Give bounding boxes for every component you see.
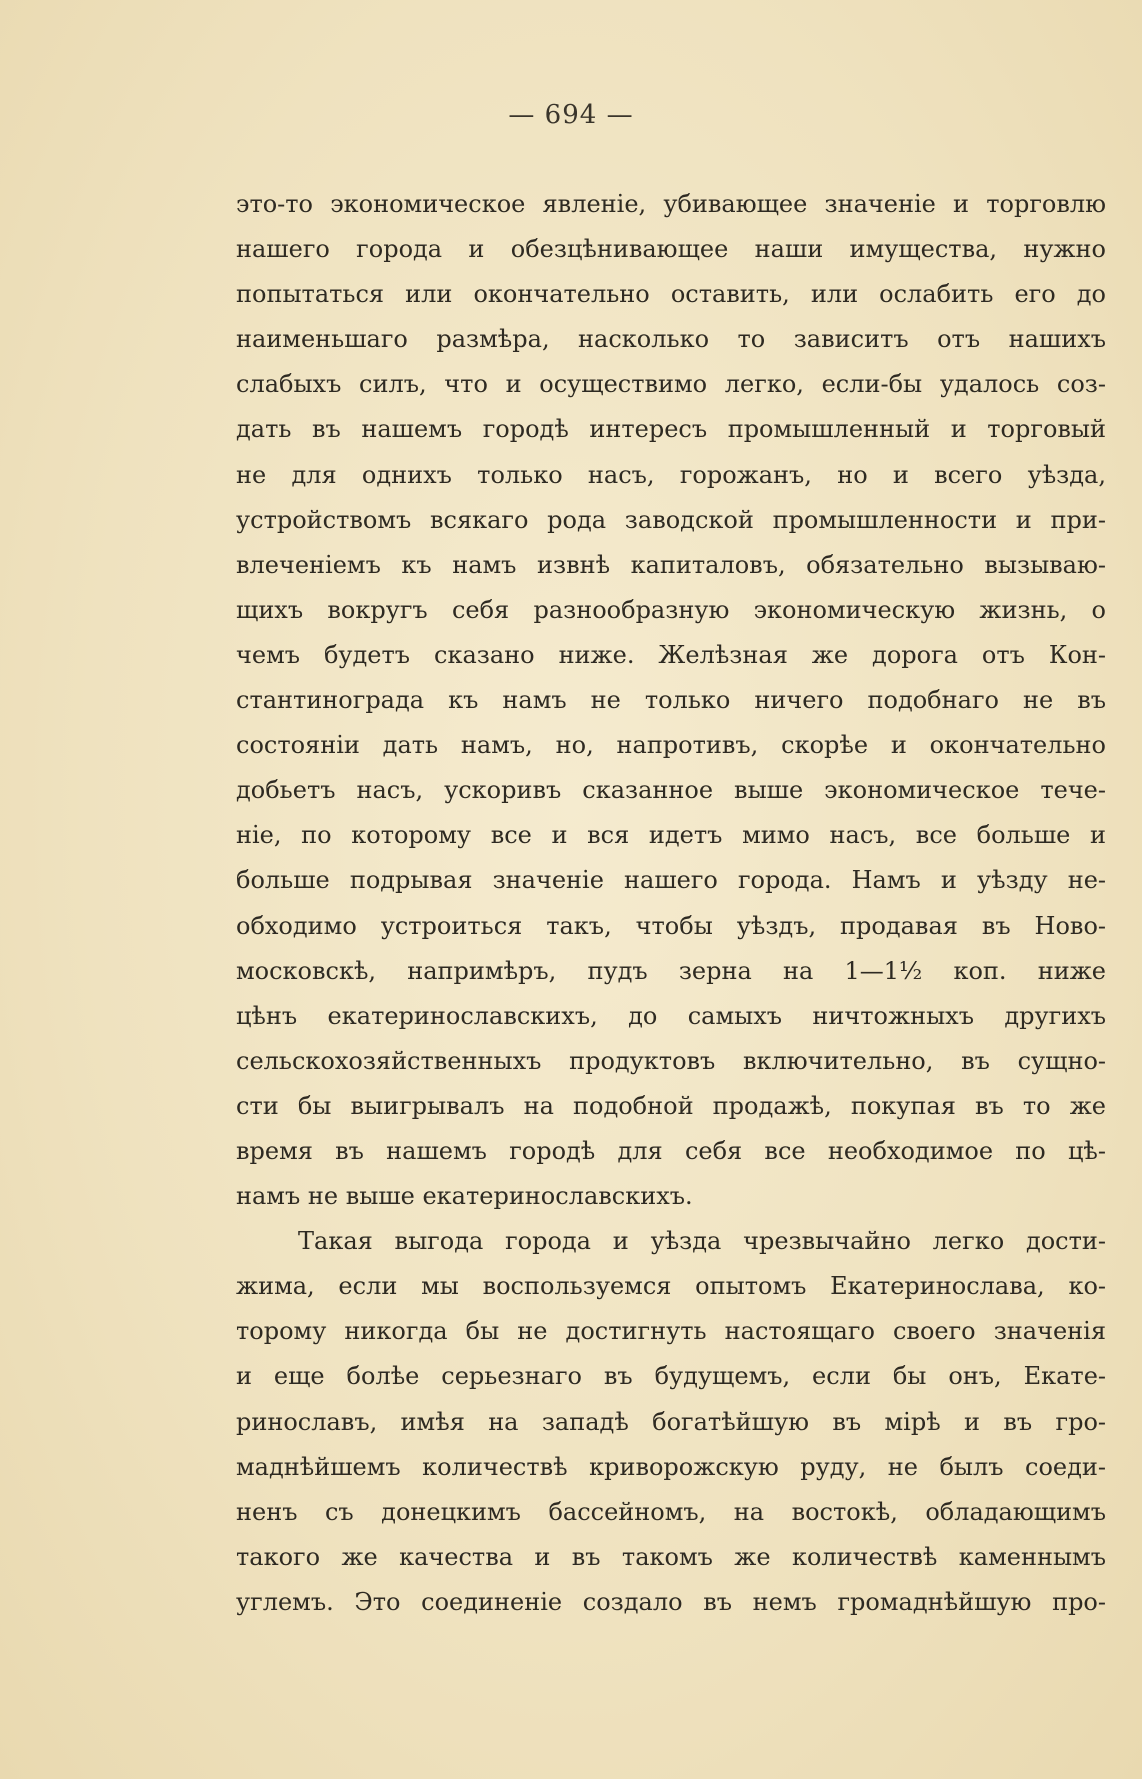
text-line: намъ не выше екатеринославскихъ. — [236, 1182, 693, 1211]
text-line: Такая выгода города и уѣзда чрезвычайно легко дости- — [298, 1227, 1106, 1256]
text-line: наименьшаго размѣра, насколько то зависитъ отъ нашихъ — [236, 325, 1106, 354]
text-line: дать въ нашемъ городѣ интересъ промышленный и торговый — [236, 415, 1106, 444]
text-line: такого же качества и въ такомъ же количествѣ каменнымъ — [236, 1542, 1106, 1571]
text-line: углемъ. Это соединеніе создало въ немъ громаднѣйшую про- — [236, 1587, 1106, 1616]
text-line: стантинограда къ намъ не только ничего подобнаго не въ — [236, 686, 1106, 715]
text-line: добьетъ насъ, ускоривъ сказанное выше экономическое тече- — [236, 776, 1106, 805]
text-line: маднѣйшемъ количествѣ криворожскую руду, не былъ соеди- — [236, 1452, 1106, 1481]
text-line: не для однихъ только насъ, горожанъ, но и всего уѣзда, — [236, 460, 1106, 489]
text-line: и еще болѣе серьезнаго въ будущемъ, если бы онъ, Екате- — [236, 1362, 1106, 1391]
text-line: попытаться или окончательно оставить, или ослабить его до — [236, 280, 1106, 309]
page-number: — 694 — — [508, 100, 634, 130]
text-line: торому никогда бы не достигнуть настоящаго своего значенія — [236, 1317, 1106, 1346]
text-line: нашего города и обезцѣнивающее наши имущества, нужно — [236, 235, 1106, 264]
text-line: цѣнъ екатеринославскихъ, до самыхъ ничтожныхъ другихъ — [236, 1001, 1106, 1030]
text-line: влеченіемъ къ намъ извнѣ капиталовъ, обязательно вызываю- — [236, 550, 1106, 579]
text-line: сти бы выигрывалъ на подобной продажѣ, покупая въ то же — [236, 1091, 1106, 1120]
text-line: сельскохозяйственныхъ продуктовъ включительно, въ сущно- — [236, 1046, 1106, 1075]
paragraph-1 — [236, 182, 1106, 1219]
text-line: слабыхъ силъ, что и осуществимо легко, если-бы удалось соз- — [236, 370, 1106, 399]
text-line: больше подрывая значеніе нашего города. Намъ и уѣзду не- — [236, 866, 1106, 895]
text-line: устройствомъ всякаго рода заводской промышленности и при- — [236, 505, 1106, 534]
page-text — [236, 182, 1106, 1625]
text-line: обходимо устроиться такъ, чтобы уѣздъ, продавая въ Ново- — [236, 911, 1106, 940]
text-line: жима, если мы воспользуемся опытомъ Екатеринослава, ко- — [236, 1272, 1106, 1301]
text-line: чемъ будетъ сказано ниже. Желѣзная же дорога отъ Кон- — [236, 640, 1106, 669]
text-line: ніе, по которому все и вся идетъ мимо насъ, все больше и — [236, 821, 1106, 850]
text-line: московскѣ, напримѣръ, пудъ зерна на 1—1½ коп. ниже — [236, 956, 1106, 985]
text-line: время въ нашемъ городѣ для себя все необходимое по цѣ- — [236, 1136, 1106, 1165]
text-line: это-то экономическое явленіе, убивающее значеніе и торговлю — [236, 190, 1106, 218]
text-line: щихъ вокругъ себя разнообразную экономическую жизнь, о — [236, 595, 1106, 624]
paragraph-2 — [236, 1219, 1106, 1625]
text-line: состояніи дать намъ, но, напротивъ, скорѣе и окончательно — [236, 731, 1106, 760]
text-line: ринославъ, имѣя на западѣ богатѣйшую въ мірѣ и въ гро- — [236, 1407, 1106, 1436]
text-line: ненъ съ донецкимъ бассейномъ, на востокѣ, обладающимъ — [236, 1497, 1106, 1526]
